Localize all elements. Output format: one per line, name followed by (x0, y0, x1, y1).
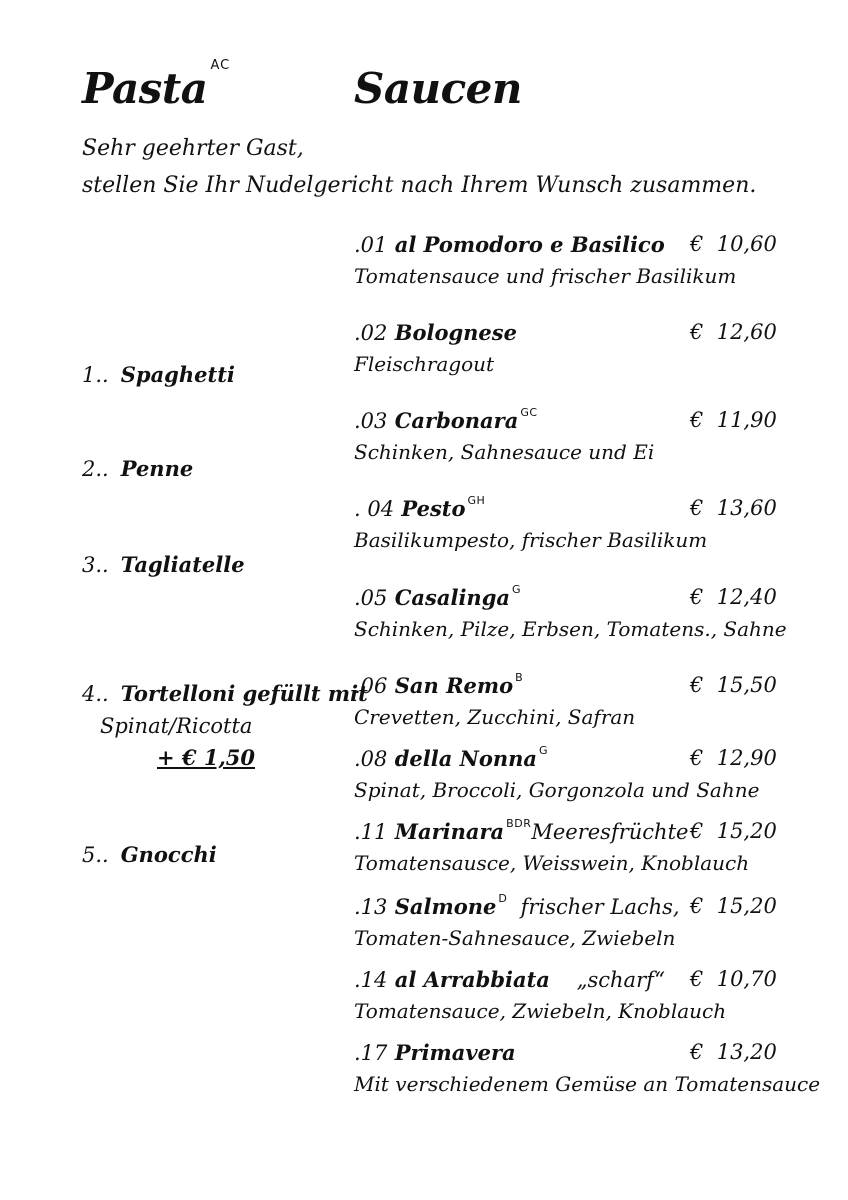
pasta-number: 2.. (82, 457, 109, 481)
intro-line-1: Sehr geehrter Gast, (82, 136, 304, 161)
sauce-number: . 04 (354, 497, 395, 521)
sauce-description: Schinken, Pilze, Erbsen, Tomatens., Sahne (354, 617, 787, 641)
sauce-price: € 13,20 (690, 1040, 777, 1064)
sauce-name: della Nonna (394, 746, 537, 771)
pasta-name: Penne (120, 456, 194, 481)
sauce-name: Pesto (401, 496, 466, 521)
sauce-description: Tomatensauce, Zwiebeln, Knoblauch (354, 999, 727, 1023)
pasta-item (82, 552, 245, 577)
sauce-description: Fleischragout (354, 352, 495, 376)
sauce-price: € 13,60 (690, 496, 777, 520)
saucen-heading: Saucen (354, 64, 522, 113)
sauce-allergen-tag: GC (520, 406, 538, 419)
sauce-name: Bolognese (394, 320, 517, 345)
pasta-name: Spaghetti (120, 362, 235, 387)
sauce-name-line (354, 232, 665, 257)
sauce-price: € 10,70 (690, 967, 777, 991)
pasta-allergen-tag: AC (210, 58, 231, 73)
sauce-number: .05 (354, 586, 388, 610)
pasta-item (82, 456, 193, 481)
sauce-number: .08 (354, 747, 388, 771)
pasta-filling: Spinat/Ricotta (100, 714, 253, 738)
sauce-description: Tomaten-Sahnesauce, Zwiebeln (354, 926, 676, 950)
pasta-number: 3.. (82, 553, 109, 577)
sauce-name-line (354, 320, 517, 345)
sauce-description: Tomatensausce, Weisswein, Knoblauch (354, 851, 750, 875)
sauce-price: € 12,40 (690, 585, 777, 609)
pasta-heading (82, 58, 231, 113)
sauce-name: Casalinga (394, 585, 510, 610)
pasta-number: 5.. (82, 843, 109, 867)
sauce-number: .14 (354, 968, 388, 992)
sauce-allergen-tag: D (498, 892, 508, 905)
pasta-item (82, 681, 368, 706)
sauce-allergen-tag: GH (467, 494, 486, 507)
sauce-name: Marinara (394, 819, 505, 844)
pasta-item (82, 362, 235, 387)
sauce-note: „scharf“ (549, 968, 666, 992)
sauce-number: .17 (354, 1041, 388, 1065)
sauce-price: € 12,90 (690, 746, 777, 770)
sauce-allergen-tag: B (515, 671, 524, 684)
sauce-name: San Remo (394, 673, 514, 698)
sauce-name: al Arrabbiata (394, 967, 550, 992)
sauce-name-line (354, 967, 665, 992)
sauce-name-line (354, 819, 688, 844)
pasta-name: Tagliatelle (120, 552, 245, 577)
pasta-name: Gnocchi (120, 842, 217, 867)
sauce-number: .11 (354, 820, 388, 844)
sauce-name-line (354, 1040, 516, 1065)
pasta-surcharge: + € 1,50 (157, 745, 255, 770)
sauce-name-line (354, 673, 523, 698)
sauce-description: Schinken, Sahnesauce und Ei (354, 440, 655, 464)
sauce-name: Salmone (394, 894, 497, 919)
sauce-name: Carbonara (394, 408, 519, 433)
pasta-number: 1.. (82, 363, 109, 387)
sauce-name-line (354, 585, 521, 610)
sauce-description: Basilikumpesto, frischer Basilikum (354, 528, 708, 552)
sauce-number: .06 (354, 674, 388, 698)
sauce-description: Crevetten, Zucchini, Safran (354, 705, 636, 729)
sauce-note: frischer Lachs, (507, 895, 680, 919)
sauce-description: Tomatensauce und frischer Basilikum (354, 264, 737, 288)
sauce-name: al Pomodoro e Basilico (394, 232, 665, 257)
sauce-number: .03 (354, 409, 388, 433)
sauce-note: Meeresfrüchte (531, 820, 689, 844)
sauce-name-line (354, 894, 680, 919)
sauce-allergen-tag: G (511, 583, 522, 596)
sauce-description: Spinat, Broccoli, Gorgonzola und Sahne (354, 778, 760, 802)
sauce-name-line (354, 408, 538, 433)
sauce-allergen-tag: BDR (506, 817, 532, 830)
sauce-price: € 12,60 (690, 320, 777, 344)
pasta-item (82, 842, 217, 867)
intro-line-2: stellen Sie Ihr Nudelgericht nach Ihrem Wunsch zusammen. (82, 173, 757, 198)
pasta-number: 4.. (82, 682, 109, 706)
sauce-price: € 15,20 (690, 819, 777, 843)
sauce-number: .13 (354, 895, 388, 919)
sauce-name-line (354, 496, 485, 521)
sauce-allergen-tag: G (538, 744, 549, 757)
pasta-name: Tortelloni gefüllt mit (120, 681, 368, 706)
sauce-number: .01 (354, 233, 388, 257)
sauce-name: Primavera (394, 1040, 516, 1065)
sauce-name-line (354, 746, 548, 771)
sauce-price: € 11,90 (690, 408, 777, 432)
sauce-price: € 15,20 (690, 894, 777, 918)
sauce-price: € 10,60 (690, 232, 777, 256)
sauce-description: Mit verschiedenem Gemüse an Tomatensauce (354, 1072, 821, 1096)
pasta-title: Pasta (82, 64, 208, 113)
sauce-number: .02 (354, 321, 388, 345)
sauce-price: € 15,50 (690, 673, 777, 697)
